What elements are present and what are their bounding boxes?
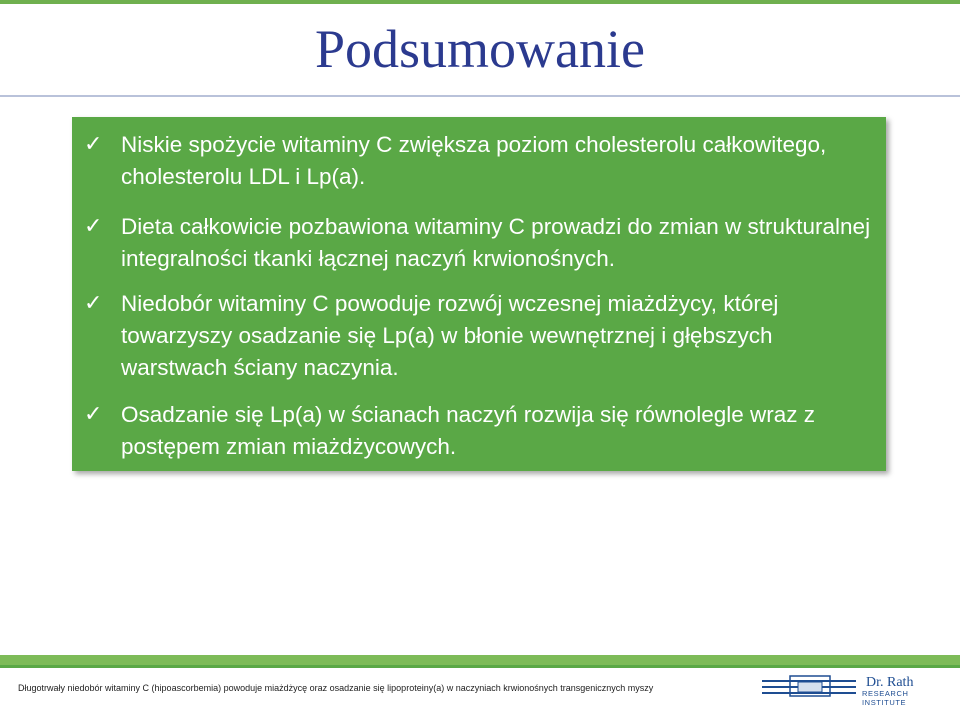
- top-accent-bar: [0, 0, 960, 4]
- slide-title: Podsumowanie: [315, 19, 645, 79]
- bullet-text: Niskie spożycie witaminy C zwiększa poziom cholesterolu całkowitego, cholesterolu LDL i Lp(a).: [121, 132, 827, 189]
- bullet-text: Osadzanie się Lp(a) w ścianach naczyń rozwija się równolegle wraz z postępem zmian miażdżycowych.: [121, 402, 816, 459]
- checkmark-icon: ✓: [84, 214, 103, 239]
- dr-rath-logo: [760, 672, 950, 707]
- logo-subtitle: RESEARCH INSTITUTE: [862, 689, 909, 707]
- institute-building-icon: [760, 672, 860, 702]
- footer-caption: Długotrwały niedobór witaminy C (hipoascorbemia) powoduje miażdżycę oraz osadzanie się lipoproteiny(a) w naczyniach krwionośnych transgenicznych myszy: [18, 683, 654, 693]
- checkmark-icon: ✓: [84, 402, 103, 427]
- title-divider: [0, 95, 960, 97]
- bullet-text: Dieta całkowicie pozbawiona witaminy C prowadzi do zmian w strukturalnej integralności tkanki łącznej naczyń krwionośnych.: [121, 214, 871, 271]
- summary-box: [72, 117, 886, 471]
- logo-name: Dr. Rath: [866, 675, 914, 690]
- checkmark-icon: ✓: [84, 291, 103, 316]
- bullet-text: Niedobór witaminy C powoduje rozwój wczesnej miażdżycy, której towarzyszy osadzanie się Lp(a) w błonie wewnętrznej i głębszych warstwach ściany naczynia.: [121, 291, 779, 380]
- footer-accent-bar: [0, 655, 960, 665]
- footer-accent-line: [0, 665, 960, 668]
- checkmark-icon: ✓: [84, 132, 103, 157]
